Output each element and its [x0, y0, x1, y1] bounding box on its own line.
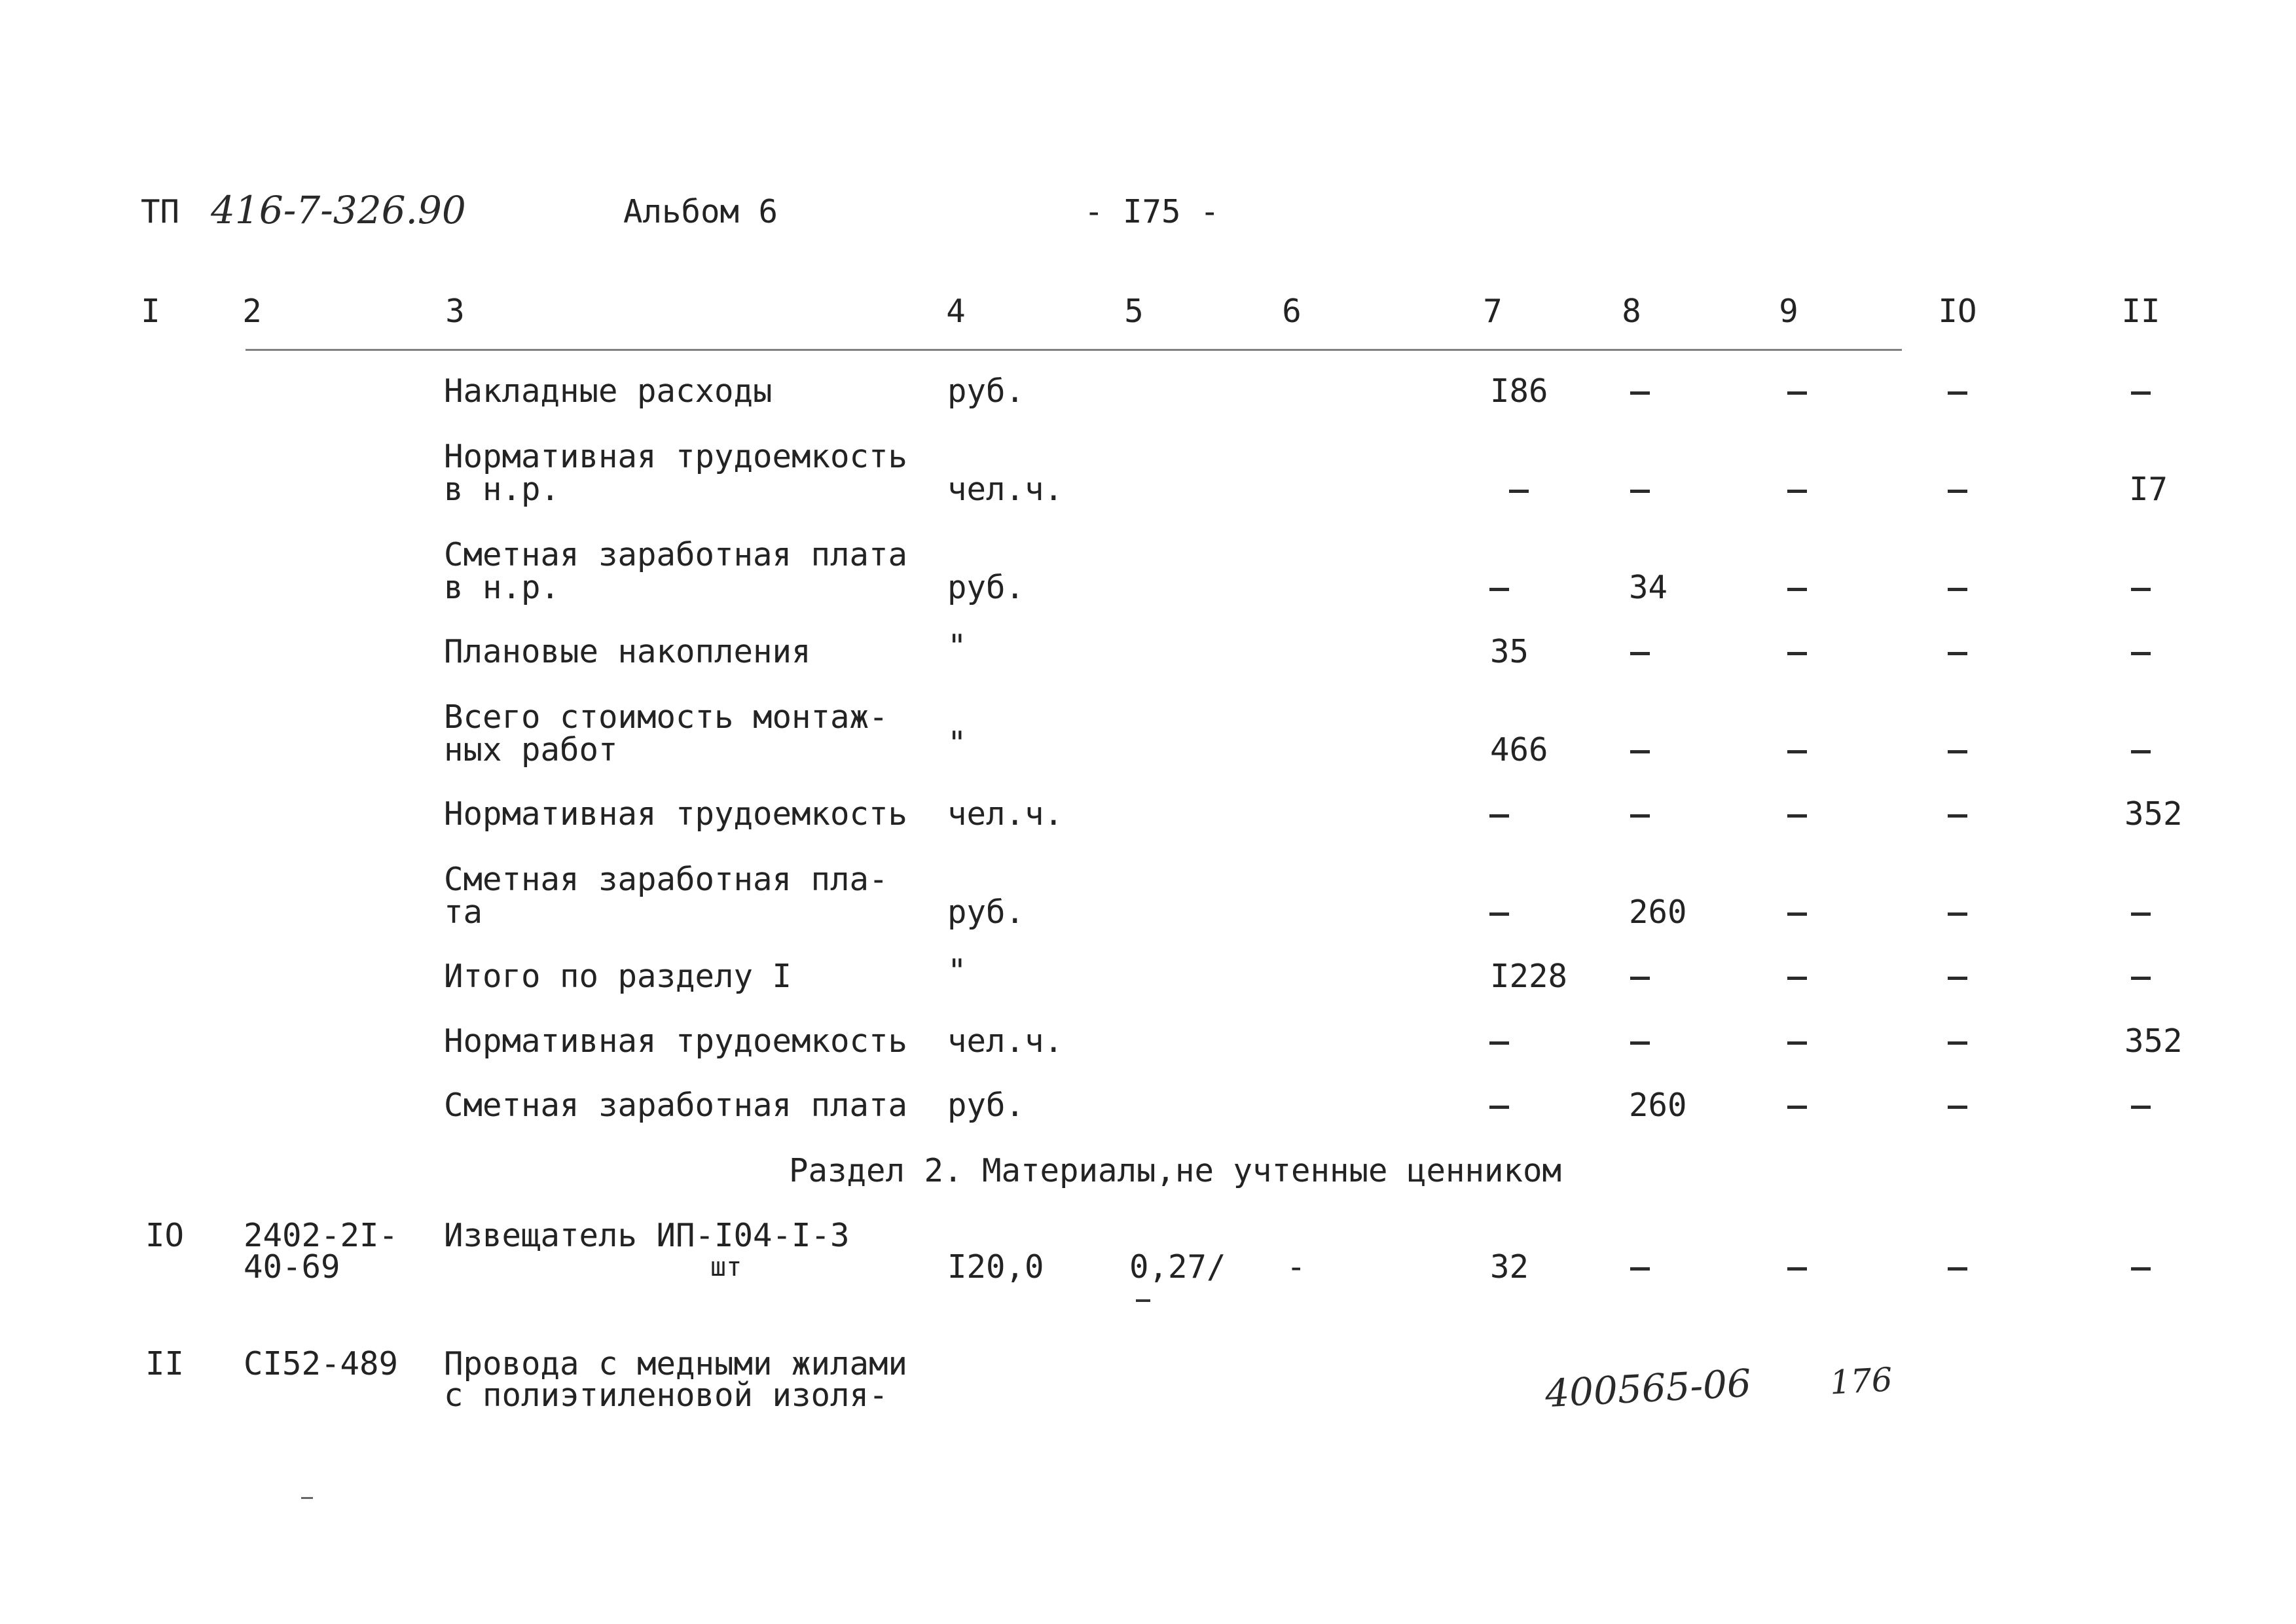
item-10-c9-dash [1787, 1267, 1807, 1271]
col-1: I [141, 293, 160, 330]
item-10-unit: шт [710, 1252, 742, 1282]
row-8-c7: I228 [1490, 958, 1568, 995]
row-3-name-1: Сметная заработная плата [444, 536, 908, 573]
row-5-name-2: ных работ [444, 731, 618, 768]
section-2-title: Раздел 2. Материалы,не учтенные ценником [789, 1152, 1562, 1189]
item-10-c7: 32 [1490, 1248, 1529, 1286]
item-10-code-2: 40-69 [244, 1248, 340, 1286]
row-1-c8-dash [1630, 391, 1650, 395]
row-8-c11-dash [2131, 977, 2151, 980]
row-5-c10-dash [1948, 750, 1967, 753]
row-1-name: Накладные расходы [444, 372, 773, 410]
row-2-c9-dash [1787, 490, 1807, 493]
row-8-name: Итого по разделу I [444, 958, 792, 995]
row-6-unit: чел.ч. [947, 795, 1064, 833]
row-3-c8: 34 [1629, 569, 1668, 606]
row-3-unit: руб. [947, 569, 1025, 606]
row-9-name: Нормативная трудоемкость [444, 1022, 908, 1060]
row-3-c11-dash [2131, 588, 2151, 591]
row-5-name-1: Всего стоимость монтаж- [444, 698, 888, 736]
row-8-c10-dash [1948, 977, 1967, 980]
doc-series: ТП [141, 193, 180, 230]
col-10: IO [1938, 293, 1977, 330]
row-9-c9-dash [1787, 1041, 1807, 1045]
row-4-c11-dash [2131, 652, 2151, 655]
row-3-name-2: в н.р. [444, 569, 560, 606]
row-6-c10-dash [1948, 814, 1967, 818]
row-2-name-2: в н.р. [444, 471, 560, 508]
row-6-c9-dash [1787, 814, 1807, 818]
row-7-c10-dash [1948, 912, 1967, 916]
row-10-name: Сметная заработная плата [444, 1087, 908, 1124]
doc-code: 416-7-326.90 [211, 188, 466, 232]
row-6-c7-dash [1489, 814, 1509, 818]
row-1-unit: руб. [947, 372, 1025, 410]
item-11-code: СI52-489 [244, 1345, 399, 1382]
row-2-c8-dash [1630, 490, 1650, 493]
row-8-c9-dash [1787, 977, 1807, 980]
row-5-c8-dash [1630, 750, 1650, 753]
row-10-unit: руб. [947, 1087, 1025, 1124]
row-7-c9-dash [1787, 912, 1807, 916]
col-11: II [2121, 293, 2160, 330]
col-4: 4 [946, 293, 966, 330]
row-9-c11: 352 [2124, 1022, 2183, 1060]
row-8-c8-dash [1630, 977, 1650, 980]
row-4-c10-dash [1948, 652, 1967, 655]
row-1-c7: I86 [1490, 372, 1548, 410]
row-7-c8: 260 [1629, 893, 1687, 931]
row-1-c9-dash [1787, 391, 1807, 395]
row-1-c11-dash [2131, 391, 2151, 395]
row-6-name: Нормативная трудоемкость [444, 795, 908, 833]
row-9-c8-dash [1630, 1041, 1650, 1045]
row-4-unit: " [947, 628, 967, 665]
row-3-c9-dash [1787, 588, 1807, 591]
row-5-unit: " [947, 725, 967, 762]
item-10-name: Извещатель ИП-I04-I-3 [444, 1217, 850, 1254]
item-10-qty: I20,0 [947, 1248, 1044, 1286]
col-6: 6 [1282, 293, 1302, 330]
row-7-name-2: та [444, 893, 483, 931]
row-10-c7-dash [1489, 1106, 1509, 1109]
item-10-code-1: 2402-2I- [244, 1217, 399, 1254]
row-5-c11-dash [2131, 750, 2151, 753]
row-10-c11-dash [2131, 1106, 2151, 1109]
album-label: Альбом 6 [623, 193, 778, 230]
row-5-c9-dash [1787, 750, 1807, 753]
footer-page-number: 176 [1829, 1360, 1893, 1402]
col-2: 2 [242, 293, 262, 330]
col-3: 3 [445, 293, 465, 330]
row-9-c7-dash [1489, 1041, 1509, 1045]
row-9-c10-dash [1948, 1041, 1967, 1045]
item-10-num: IO [145, 1217, 185, 1254]
row-2-name-1: Нормативная трудоемкость [444, 438, 908, 475]
row-10-c9-dash [1787, 1106, 1807, 1109]
col-9: 9 [1779, 293, 1798, 330]
row-9-unit: чел.ч. [947, 1022, 1064, 1060]
item-11-num: II [145, 1345, 185, 1382]
row-2-unit: чел.ч. [947, 471, 1064, 508]
footer-stamp-number: 400565-06 [1544, 1360, 1753, 1416]
row-10-c8: 260 [1629, 1087, 1687, 1124]
row-5-c7: 466 [1490, 731, 1548, 768]
page-number: - I75 - [1084, 193, 1220, 230]
row-6-c8-dash [1630, 814, 1650, 818]
item-10-price: 0,27/ [1129, 1248, 1226, 1286]
item-10-c11-dash [2131, 1267, 2151, 1271]
row-7-c7-dash [1489, 912, 1509, 916]
row-4-c9-dash [1787, 652, 1807, 655]
col-5: 5 [1124, 293, 1144, 330]
row-7-name-1: Сметная заработная пла- [444, 861, 888, 898]
row-7-unit: руб. [947, 893, 1025, 931]
header-rule [246, 349, 1902, 351]
item-10-c8-dash [1630, 1267, 1650, 1271]
scan-artifact [301, 1497, 313, 1499]
item-11-name-1: Провода с медными жилами [444, 1345, 908, 1382]
row-2-c7-dash [1509, 490, 1529, 493]
row-1-c10-dash [1948, 391, 1967, 395]
row-4-name: Плановые накопления [444, 633, 811, 670]
row-2-c10-dash [1948, 490, 1967, 493]
col-8: 8 [1622, 293, 1641, 330]
item-10-c10-dash [1948, 1267, 1967, 1271]
item-11-name-2: с полиэтиленовой изоля- [444, 1377, 888, 1414]
row-8-unit: " [947, 952, 967, 990]
row-4-c7: 35 [1490, 633, 1529, 670]
row-2-c11: I7 [2129, 471, 2168, 508]
col-7: 7 [1483, 293, 1503, 330]
row-10-c10-dash [1948, 1106, 1967, 1109]
item-10-price-underline [1136, 1299, 1150, 1302]
row-3-c10-dash [1948, 588, 1967, 591]
row-4-c8-dash [1630, 652, 1650, 655]
item-10-c6: - [1286, 1248, 1306, 1286]
row-7-c11-dash [2131, 912, 2151, 916]
row-3-c7-dash [1489, 588, 1509, 591]
row-6-c11: 352 [2124, 795, 2183, 833]
